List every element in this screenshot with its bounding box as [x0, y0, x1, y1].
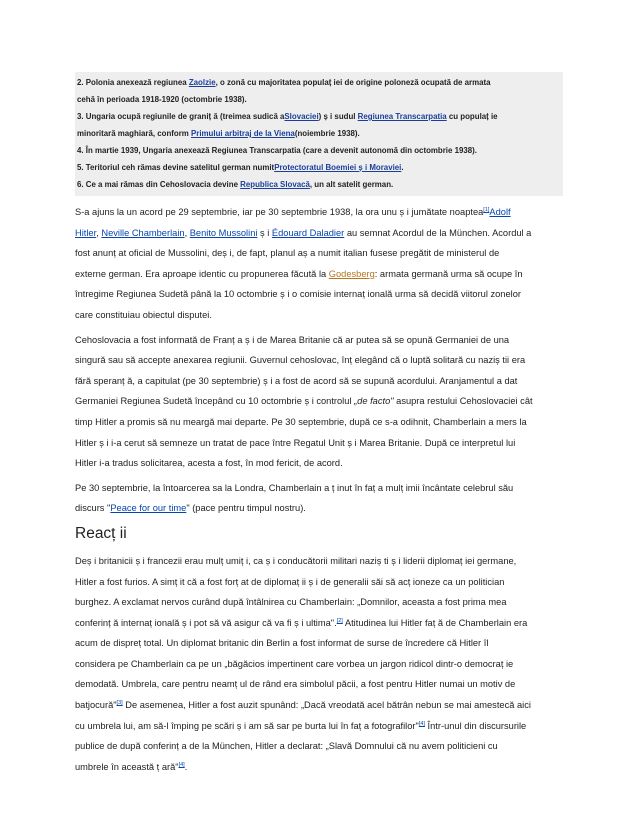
- link-adolf-hitler[interactable]: Adolf: [489, 207, 511, 217]
- summary-item-2: 2. Polonia anexează regiunea Zaolzie, o zonă cu majoritatea populaț iei de origine poloneză ocupată de armata: [77, 78, 491, 87]
- summary-item-3-cont: minoritară maghiară, conform Primului arbitraj de la Viena(noiembrie 1938).: [77, 129, 360, 138]
- summary-item-3: 3. Ungaria ocupă regiunile de graniț ă (treimea sudică aSlovaciei) ș i sudul Regiunea Transcarpatia cu populaț ie: [77, 112, 498, 121]
- citation-4b[interactable]: [4]: [178, 761, 185, 768]
- summary-item-6: 6. Ce a mai rămas din Cehoslovacia devine Republica Slovacă, un alt satelit german.: [77, 180, 394, 189]
- link-edouard-daladier[interactable]: Édouard Daladier: [271, 227, 345, 238]
- partition-summary-box: [75, 72, 563, 196]
- citation-3[interactable]: [3]: [116, 700, 123, 707]
- paragraph-agreement: S-a ajuns la un acord pe 29 septembrie, iar pe 30 septembrie 1938, la ora unu ș i jumătate noaptea[1]Adolf Hitler, Neville Chamberlain, Benito Mussolini ș i Édouard Daladier au semnat Acordul de la München. Acordul a fost anunț at oficial de Mussolini, deș i, de fapt, planul aș a numit italian fusese pregătit de ministerul de externe german. Era aproape identic cu propunerea făcută la Godesberg: armata germană urma să ocupe în întregime Regiunea Sudetă până la 10 octombrie ș i o comisie internaț ională urma să decidă viitorul zonelor care constituiau obiectul disputei.: [75, 207, 532, 320]
- link-transcarpatia[interactable]: Regiunea Transcarpatia: [357, 112, 447, 121]
- link-protectorat[interactable]: Protectoratul Boemiei ș i Moraviei: [274, 163, 402, 172]
- link-zaolzie[interactable]: Zaolzie: [188, 78, 216, 87]
- section-heading-reactii: Reacț ii: [75, 524, 127, 542]
- link-benito-mussolini[interactable]: Benito Mussolini: [189, 227, 258, 238]
- citation-1[interactable]: [1]: [483, 207, 490, 213]
- link-slovacia[interactable]: Slovaciei: [284, 112, 319, 121]
- link-republica-slovaca[interactable]: Republica Slovacă: [240, 180, 310, 189]
- page-content: [75, 72, 563, 781]
- paragraph-czechoslovakia-informed: Cehoslovacia a fost informată de Franț a ș i de Marea Britanie că ar putea să se opună Germaniei de una singură sau să accepte anexarea regiunii. Guvernul cehoslovac, înț elegând că o luptă solitară cu naziș tii era fără speranț ă, a capitulat (pe 30 septembrie) ș i a fost de acord să se supună acordului. Aranjamentul a dat Germaniei Regiunea Sudetă începând cu 10 octombrie ș i controlul „de facto" asupra restului Cehoslovaciei cât timp Hitler a promis să nu meargă mai departe. Pe 30 septembrie, după ce s-a odihnit, Chamberlain a mers la Hitler ș i i-a cerut să semneze un tratat de pace între Regatul Unit ș i Marea Britanie. După ce interpretul lui Hitler i-a tradus solicitarea, acesta a fost, în mod fericit, de acord.: [75, 334, 533, 469]
- link-godesberg[interactable]: Godesberg: [328, 268, 375, 279]
- paragraph-reactions: Deș i britanicii ș i francezii erau mulț umiț i, ca ș i conducătorii militari naziș ti ș i liderii diplomaț iei germane, Hitler a fost furios. A simț it că a fost forț at de diplomaț ii ș i de generalii săi să acț ioneze ca un politician burghez. A exclamat nervos curând după întâlnirea cu Chamberlain: „Domnilor, aceasta a fost prima mea conferinț ă internaț ională ș i pot să vă asigur că va fi ș i ultima".[2] Atitudinea lui Hitler faț ă de Chamberlain era acum de dispreț total. Un diplomat britanic din Berlin a fost informat de surse de încredere că Hitler îl considera pe Chamberlain ca pe un „băgăcios impertinent care vorbea un jargon ridicol dintr-o democraț ie demodată. Umbrela, care pentru neamț ul de rând era simbolul păcii, a fost pentru Hitler numai un motiv de batjocură"[3] De asemenea, Hitler a fost auzit spunând: „Dacă vreodată acel bătrân nebun se mai amestecă aici cu umbrela lui, am să-l împing pe scări ș i am să sar pe burta lui în faț a fotografilor"[4] Într-unul din discursurile publice de după conferinț a de la München, Hitler a declarat: „Slavă Domnului că nu avem politicieni cu umbrele în această ț ară"[4].: [75, 555, 531, 772]
- link-neville-chamberlain[interactable]: Neville Chamberlain: [101, 227, 185, 238]
- summary-item-5: 5. Teritoriul ceh rămas devine satelitul german numitProtectoratul Boemiei ș i Moraviei.: [77, 163, 404, 172]
- link-peace-for-our-time[interactable]: Peace for our time: [110, 503, 187, 514]
- link-arbitraj-viena[interactable]: Primului arbitraj de la Viena: [191, 129, 295, 138]
- summary-item-2-cont: cehă în perioada 1918-1920 (octombrie 1938).: [77, 95, 247, 104]
- citation-4[interactable]: [4]: [418, 720, 425, 727]
- paragraph-peace-speech: Pe 30 septembrie, la întoarcerea sa la Londra, Chamberlain a ț inut în faț a mulț imii încântate celebrul său discurs "Peace for our time" (pace pentru timpul nostru).: [75, 482, 514, 514]
- link-adolf-hitler-2[interactable]: Hitler: [75, 227, 97, 238]
- citation-2[interactable]: [2]: [336, 617, 343, 624]
- summary-item-4: 4. În martie 1939, Ungaria anexează Regiunea Transcarpatia (care a devenit autonomă din octombrie 1938).: [77, 146, 477, 155]
